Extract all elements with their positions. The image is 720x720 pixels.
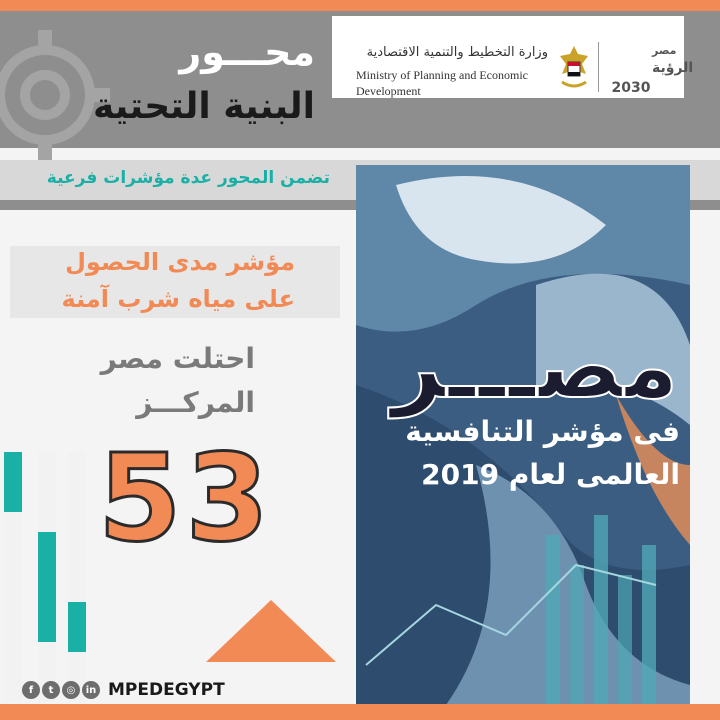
twitter-icon[interactable]: t <box>42 681 60 699</box>
facebook-icon[interactable]: f <box>22 681 40 699</box>
bottom-accent-bar <box>0 704 720 720</box>
linkedin-icon[interactable]: in <box>82 681 100 699</box>
decorative-bars <box>0 452 100 702</box>
rank-caption-line1: احتلت مصر <box>100 342 255 375</box>
rank-number: 53 <box>98 430 273 569</box>
social-links <box>22 680 225 700</box>
ministry-name-arabic: وزارة التخطيط والتنمية الاقتصادية <box>366 45 548 60</box>
subtitle: تضمن المحور عدة مؤشرات فرعية <box>46 168 330 188</box>
page-title-line2: البنية التحتية <box>92 86 315 127</box>
orange-triangle <box>206 600 336 662</box>
ministry-name-english: Ministry of Planning and Economic Development <box>356 68 528 98</box>
indicator-line2: على مياه شرب آمنة <box>61 285 295 313</box>
rank-caption-line2: المركـــز <box>136 386 255 419</box>
social-handle[interactable]: MPEDEGYPT <box>108 680 225 700</box>
svg-text:2030: 2030 <box>611 80 651 96</box>
egypt-eagle-emblem-icon <box>556 44 592 94</box>
logo-divider <box>598 42 599 92</box>
svg-text:الرؤية: الرؤية <box>652 60 694 76</box>
cover-title: مصـــر <box>391 315 679 418</box>
indicator-line1: مؤشر مدى الحصول <box>65 248 295 276</box>
cover-subtitle-line2: العالمى لعام 2019 <box>421 458 680 491</box>
instagram-icon[interactable]: ◎ <box>62 681 80 699</box>
svg-text:مصر: مصر <box>652 44 677 57</box>
cover-subtitle-line1: فى مؤشر التنافسية <box>405 415 680 448</box>
top-accent-bar <box>0 0 720 11</box>
page-title-line1: محـــور <box>179 30 315 74</box>
vision-2030-logo <box>606 40 694 96</box>
